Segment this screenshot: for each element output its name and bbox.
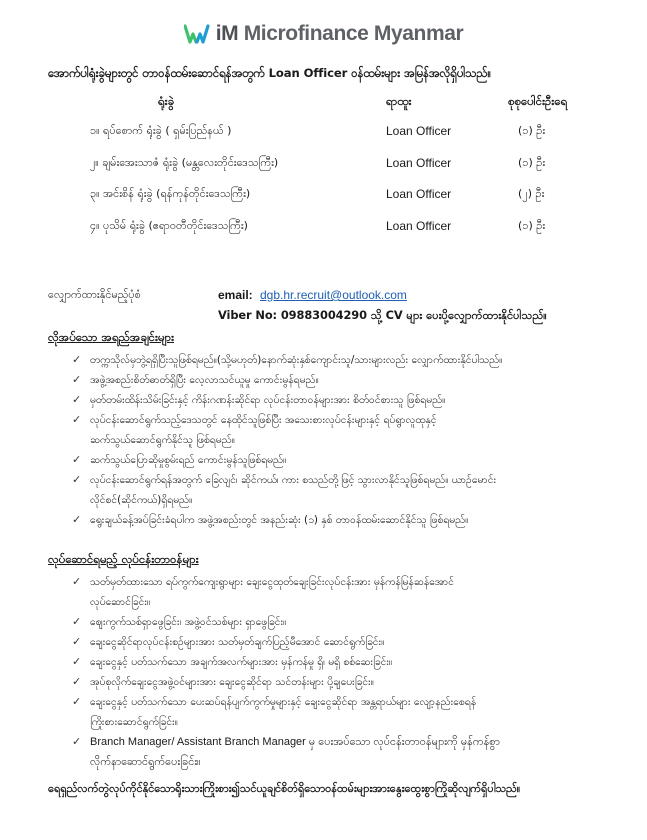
item-text: သတ်မှတ်ထားသော ရပ်ကွက်ကျေးရွာများ ချေးငွေထုတ်ချေးခြင်းလုပ်ငန်းအား မှန်ကန်မြန်ဆန်အောင် xyxy=(90,576,455,588)
checkmark-icon: ✓ xyxy=(72,736,82,748)
page-headline: အောက်ပါရုံးခွဲများတွင် တာဝန်ထမ်းဆောင်ရန်အတွက် Loan Officer ဝန်ထမ်းများ အမြန်အလိုရှိပါသည်။ xyxy=(48,66,492,80)
cell-position: Loan Officer xyxy=(386,124,452,138)
cell-branch: ၄။ ပုသိမ် ရုံးခွဲ (ဧရာဝတီတိုင်းဒေသကြီး) xyxy=(90,218,248,232)
list-item xyxy=(48,350,608,370)
list-item xyxy=(48,470,608,510)
checkmark-icon: ✓ xyxy=(72,575,82,588)
list-item xyxy=(48,390,608,410)
cell-total: (၁) ဦး xyxy=(518,155,546,169)
cell-branch: ၂။ ချမ်းအေးသာဇံ ရုံးခွဲ (မန္တလေးတိုင်းဒေသကြီး) xyxy=(90,155,279,169)
checkmark-icon: ✓ xyxy=(72,413,82,426)
item-text: လုပ်ငန်းဆောင်ရွက်သည့်ဒေသတွင် နေထိုင်သူဖြစ်ပြီး အသေးစားလုပ်ငန်းများနှင့် ရပ်ရွာလူထုနှင့် xyxy=(90,414,437,426)
item-text: ဈေးကွက်သစ်ရှာဖွေခြင်း၊ အဖွဲ့ဝင်သစ်များ ရှာဖွေခြင်း။ xyxy=(90,616,287,628)
item-text: ဆက်သွယ်ပြောဆိုမှုစွမ်းရည် ကောင်းမွန်သူဖြစ်ရမည်။ xyxy=(90,454,287,466)
email-row xyxy=(48,288,628,308)
item-text: ရွေးချယ်ခန့်အပ်ခြင်းခံရပါက အဖွဲ့အစည်းတွင် အနည်းဆုံး (၁) နှစ် တာဝန်ထမ်းဆောင်နိုင်သူ ဖြစ်ရမည်။ xyxy=(90,514,469,526)
brand-name xyxy=(216,22,464,46)
contact-section xyxy=(48,288,628,328)
checkmark-icon: ✓ xyxy=(72,373,82,386)
list-item xyxy=(48,692,608,732)
imm-logo-icon xyxy=(184,24,210,44)
checkmark-icon: ✓ xyxy=(72,353,82,366)
cell-branch: ၁။ ရပ်စောက် ရုံးခွဲ ( ရှမ်းပြည်နယ် ) xyxy=(90,124,232,137)
list-item xyxy=(48,450,608,470)
header-position: ရာထူး xyxy=(386,94,412,108)
item-text-cont: ကြိုးစားဆောင်ရွက်ခြင်း။ xyxy=(90,716,178,728)
email-key: email: xyxy=(218,288,253,302)
vacancy-table xyxy=(48,94,608,246)
list-item xyxy=(48,732,608,772)
requirements-section xyxy=(48,330,608,530)
checkmark-icon: ✓ xyxy=(72,453,82,466)
duties-title: လုပ်ဆောင်ရမည့် လုပ်ငန်းတာဝန်များ xyxy=(48,552,199,566)
checkmark-icon: ✓ xyxy=(72,675,82,688)
requirements-title: လိုအပ်သော အရည်အချင်းများ xyxy=(48,330,175,344)
cell-position: Loan Officer xyxy=(386,155,452,170)
closing-statement: ရေရှည်လက်တွဲလုပ်ကိုင်နိုင်သောရိုးသားကြိုးစား၍သင်ယူချင်စိတ်ရှိသောဝန်ထမ်းများအားနွေးထွေးစွာကြိုဆိုလျက်ရှိပါသည်။ xyxy=(48,782,521,795)
header-total: စုစုပေါင်းဦးရေ xyxy=(508,94,568,108)
item-text-cont: ဆက်သွယ်ဆောင်ရွက်နိုင်သူ ဖြစ်ရမည်။ xyxy=(90,434,235,446)
table-row xyxy=(48,183,608,215)
checkmark-icon: ✓ xyxy=(72,655,82,668)
item-text: တက္ကသိုလ်မှဘွဲ့ရရှိပြီးသူဖြစ်ရမည်။(သို့မဟုတ်)နောက်ဆုံးနှစ်ကျောင်းသူ/သားများလည်း လျှောက်ထားနိုင်ပါသည်။ xyxy=(90,354,503,366)
cell-position: Loan Officer xyxy=(386,187,452,201)
list-item xyxy=(48,510,608,530)
item-text: အုပ်စုလိုက်ချေးငွေအဖွဲ့ဝင်များအား ချေးငွေဆိုင်ရာ သင်တန်းများ ပို့ချပေးခြင်း။ xyxy=(90,676,374,688)
item-text: ချေးငွေနှင့် ပတ်သက်သော အချက်အလက်များအား မှန်ကန်မှု ရှိ၊ မရှိ စစ်ဆေးခြင်း။ xyxy=(90,656,393,668)
list-item xyxy=(48,672,608,692)
list-item xyxy=(48,410,608,450)
header-branch: ရုံးခွဲ xyxy=(158,94,174,108)
brand-logo xyxy=(0,22,647,46)
table-header-row xyxy=(48,94,608,120)
item-text-cont: လိုင်စင်(ဆိုင်ကယ်)ရှိရမည်။ xyxy=(90,494,193,506)
checkmark-icon: ✓ xyxy=(72,615,82,628)
brand-suffix: Microfinance Myanmar xyxy=(238,22,464,45)
table-row xyxy=(48,120,608,152)
item-text: လုပ်ငန်းဆောင်ရွက်ရန်အတွက် ခြေလျင်၊ ဆိုင်ကယ်၊ ကား စသည်တို့ဖြင့် သွားလာနိုင်သူဖြစ်ရမည်။ ယာဉ်မောင်း xyxy=(90,474,497,486)
item-text: အဖွဲ့အစည်းစိတ်ဓာတ်ရှိပြီး လေ့လာသင်ယူမှု ကောင်းမွန်ရမည်။ xyxy=(90,374,319,386)
checkmark-icon: ✓ xyxy=(72,393,82,406)
viber-text: Viber No: 09883004290 သို့ CV များ ပေးပို့လျှောက်ထားနိုင်ပါသည်။ xyxy=(218,308,547,322)
cell-total: (၂) ဦး xyxy=(518,187,545,200)
list-item xyxy=(48,612,608,632)
list-item xyxy=(48,572,608,612)
item-text: ချေးငွေဆိုင်ရာလုပ်ငန်းစဉ်များအား သတ်မှတ်ချက်ပြည့်မီအောင် ဆောင်ရွက်ခြင်း။ xyxy=(90,636,385,648)
checkmark-icon: ✓ xyxy=(72,695,82,708)
list-item xyxy=(48,370,608,390)
apply-method-label: လျှောက်ထားနိုင်မည့်ပုံစံ xyxy=(48,288,141,301)
duties-section xyxy=(48,552,608,772)
cell-total: (၁) ဦး xyxy=(518,218,546,232)
list-item xyxy=(48,652,608,672)
checkmark-icon: ✓ xyxy=(72,473,82,486)
checkmark-icon: ✓ xyxy=(72,513,82,526)
table-row xyxy=(48,215,608,247)
item-text-cont: လိုက်နာဆောင်ရွက်ပေးခြင်း။ xyxy=(90,756,201,768)
list-item xyxy=(48,632,608,652)
cell-total: (၁) ဦး xyxy=(518,124,546,137)
item-text-cont: လုပ်ဆောင်ခြင်း။ xyxy=(90,596,151,608)
item-text: Branch Manager/ Assistant Branch Manager မှ ပေးအပ်သော လုပ်ငန်းတာဝန်များကို မှန်ကန်စွာ xyxy=(90,736,500,748)
viber-row xyxy=(48,308,628,328)
cell-position: Loan Officer xyxy=(386,218,452,233)
item-text: မှတ်တမ်းထိန်းသိမ်းခြင်းနှင့် ကိန်းဂဏန်းဆိုင်ရာ လုပ်ငန်းတာဝန်များအား စိတ်ဝင်စားသူ ဖြစ်ရမည်။ xyxy=(90,394,446,406)
checkmark-icon: ✓ xyxy=(72,635,82,648)
cell-branch: ၃။ အင်းစိန် ရုံးခွဲ (ရန်ကုန်တိုင်းဒေသကြီး) xyxy=(90,187,251,200)
table-row xyxy=(48,152,608,184)
email-link[interactable]: dgb.hr.recruit@outlook.com xyxy=(260,288,407,302)
brand-prefix: iM xyxy=(215,22,239,45)
item-text: ချေးငွေနှင့် ပတ်သက်သော ပေးဆပ်ရန်ပျက်ကွက်မှုများနှင့် ချေးငွေဆိုင်ရာ အန္တရာယ်များ လျော့နည်းစေရန် xyxy=(90,696,477,708)
